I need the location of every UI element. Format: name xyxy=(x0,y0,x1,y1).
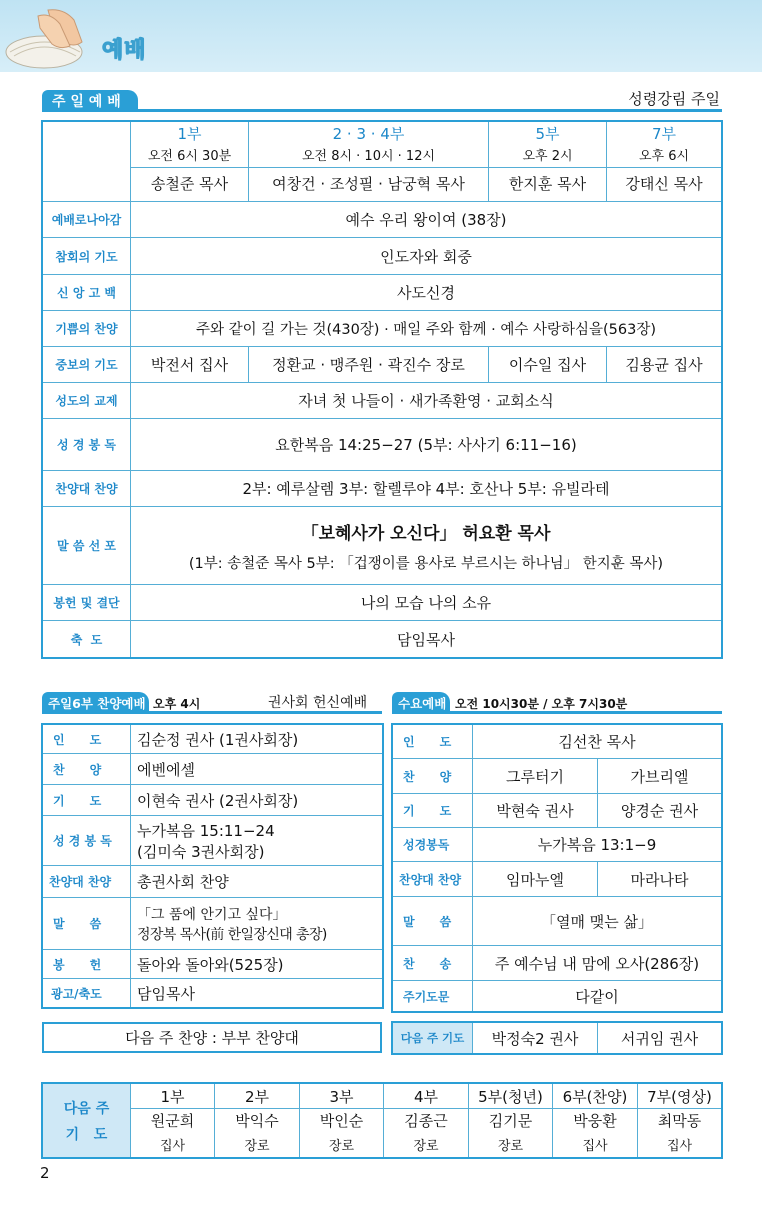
table-row xyxy=(43,585,722,621)
table-row xyxy=(43,621,722,658)
row-value: 다같이 xyxy=(473,981,722,1012)
row-value: 사도신경 xyxy=(131,275,722,311)
service-name: 2 · 3 · 4부 xyxy=(332,125,405,143)
header-banner xyxy=(0,0,762,72)
row-value-line: 누가복음 15:11−24 xyxy=(137,821,275,840)
section-divider xyxy=(42,711,382,714)
service-name: 5부 xyxy=(535,125,560,143)
row-value: 박현숙 권사 xyxy=(473,794,598,828)
row-value xyxy=(131,816,383,866)
next-week-prayer-table xyxy=(42,1083,722,1158)
name-cell: 박인순 xyxy=(300,1109,384,1133)
row-label: 기 도 xyxy=(393,794,473,828)
service-5 xyxy=(489,122,607,202)
table-row xyxy=(43,238,722,275)
row-value: 박정숙2 권사 xyxy=(473,1023,598,1054)
row-label: 주기도문 xyxy=(393,981,473,1012)
table-row xyxy=(393,725,722,759)
row-label: 기쁨의 찬양 xyxy=(43,311,131,347)
row-value-line: 「그 품에 안기고 싶다」 xyxy=(137,906,287,923)
table-row xyxy=(43,816,383,866)
table-row xyxy=(43,1084,722,1109)
service-leader: 여창건 · 조성필 · 남궁혁 목사 xyxy=(272,175,465,193)
service-time: 오전 8시 · 10시 · 12시 xyxy=(249,146,488,168)
svc-cell: 4부 xyxy=(384,1084,469,1109)
sunday-service-table xyxy=(42,121,722,658)
row-label: 기 도 xyxy=(43,785,131,816)
row-value: 그루터기 xyxy=(473,759,598,794)
next-prayer-label: 다음 주 기도 xyxy=(393,1023,473,1054)
service-name: 1부 xyxy=(177,125,202,143)
name-cell: 원군희 xyxy=(131,1109,215,1133)
section-divider xyxy=(42,109,722,112)
row-value: 양경순 권사 xyxy=(598,794,722,828)
row-value: 이수일 집사 xyxy=(489,347,607,383)
row-label: 찬양대 찬양 xyxy=(393,862,473,897)
role-cell: 장로 xyxy=(469,1133,553,1158)
role-cell: 집사 xyxy=(131,1133,215,1158)
row-value: 김순정 권사 (1권사회장) xyxy=(131,725,383,754)
table-row xyxy=(393,828,722,862)
svc-cell: 5부(청년) xyxy=(469,1084,553,1109)
row-label: 성 경 봉 독 xyxy=(43,816,131,866)
row-label: 인 도 xyxy=(393,725,473,759)
table-row xyxy=(43,979,383,1008)
row-value-line: 정장복 목사(前 한일장신대 총장) xyxy=(137,926,327,943)
next-prayer-table xyxy=(392,1022,722,1054)
name-cell: 김종근 xyxy=(384,1109,469,1133)
row-value: 담임목사 xyxy=(131,979,383,1008)
row-value: 예수 우리 왕이여 (38장) xyxy=(131,202,722,238)
row-value: 가브리엘 xyxy=(598,759,722,794)
row-label: 찬양대 찬양 xyxy=(43,471,131,507)
table-row xyxy=(43,507,722,585)
sermon-sub: (1부: 송철준 목사 5부: 「겁쟁이를 용사로 부르시는 하나님」 한지훈 목사) xyxy=(188,555,664,572)
sixth-service-tab xyxy=(42,692,149,713)
table-row xyxy=(393,1023,722,1054)
row-value: 이현숙 권사 (2권사회장) xyxy=(131,785,383,816)
row-label xyxy=(43,621,131,658)
row-label: 성경봉독 xyxy=(393,828,473,862)
row-label: 말 씀 선 포 xyxy=(43,507,131,585)
row-value: 나의 모습 나의 소유 xyxy=(131,585,722,621)
praying-hands-bible-icon xyxy=(4,2,96,70)
table-row xyxy=(43,754,383,785)
empty-cell xyxy=(43,122,131,202)
sixth-service-table xyxy=(42,724,383,1008)
row-value: 인도자와 회중 xyxy=(131,238,722,275)
row-value: 에벤에셀 xyxy=(131,754,383,785)
name-cell: 박익수 xyxy=(215,1109,300,1133)
sunday-service-tab xyxy=(42,90,138,111)
table-row xyxy=(43,347,722,383)
row-label: 찬양대 찬양 xyxy=(43,866,131,898)
sixth-time: 오후 4시 xyxy=(153,697,201,711)
role-cell: 장로 xyxy=(215,1133,300,1158)
bless-label: 축 도 xyxy=(70,632,103,647)
row-value: 임마누엘 xyxy=(473,862,598,897)
row-value: 주와 같이 길 가는 것(430장) · 매일 주와 함께 · 예수 사랑하심을(563장) xyxy=(131,311,722,347)
next-week-label-line: 다음 주 xyxy=(63,1100,110,1117)
service-7 xyxy=(607,122,722,202)
wednesday-time: 오전 10시30분 / 오후 7시30분 xyxy=(455,697,628,711)
table-row xyxy=(43,275,722,311)
svc-cell: 6부(찬양) xyxy=(553,1084,638,1109)
table-row xyxy=(43,1109,722,1133)
name-cell: 최막동 xyxy=(638,1109,722,1133)
row-value xyxy=(131,898,383,950)
role-cell: 장로 xyxy=(300,1133,384,1158)
service-leader: 한지훈 목사 xyxy=(508,175,587,193)
row-value: 서귀임 권사 xyxy=(598,1023,722,1054)
section-divider xyxy=(392,711,722,714)
row-label: 찬 양 xyxy=(43,754,131,785)
role-cell: 장로 xyxy=(384,1133,469,1158)
table-row xyxy=(43,471,722,507)
name-cell: 김기문 xyxy=(469,1109,553,1133)
row-label: 찬 양 xyxy=(393,759,473,794)
page-number: 2 xyxy=(40,1164,50,1182)
table-row xyxy=(43,866,383,898)
row-value: 돌아와 돌아와(525장) xyxy=(131,950,383,979)
sermon-title: 「보혜사가 오신다」 허요환 목사 xyxy=(301,523,551,544)
table-row xyxy=(393,862,722,897)
sixth-service-tab-label: 주일6부 찬양예배 xyxy=(48,695,146,711)
sixth-subtitle: 권사회 헌신예배 xyxy=(268,695,368,711)
sunday-service-tab-label: 주 일 예 배 xyxy=(52,93,121,110)
sunday-subtitle: 성령강림 주일 xyxy=(628,90,720,108)
row-label: 말 씀 xyxy=(393,897,473,946)
row-label: 중보의 기도 xyxy=(43,347,131,383)
table-row xyxy=(43,785,383,816)
svc-cell: 7부(영상) xyxy=(638,1084,722,1109)
row-label: 신 앙 고 백 xyxy=(43,275,131,311)
row-label: 참회의 기도 xyxy=(43,238,131,275)
table-row xyxy=(43,725,383,754)
row-label: 예배로나아감 xyxy=(43,202,131,238)
row-label: 봉 헌 xyxy=(43,950,131,979)
row-label: 말 씀 xyxy=(43,898,131,950)
row-label: 인 도 xyxy=(43,725,131,754)
row-value: 박전서 집사 xyxy=(131,347,249,383)
row-value: 누가복음 13:1−9 xyxy=(473,828,722,862)
row-value: 자녀 첫 나들이 · 새가족환영 · 교회소식 xyxy=(131,383,722,419)
service-leader: 송철준 목사 xyxy=(150,175,229,193)
row-label: 찬 송 xyxy=(393,946,473,981)
service-time: 오전 6시 30분 xyxy=(131,146,248,168)
row-label: 봉헌 및 결단 xyxy=(43,585,131,621)
service-2-3-4 xyxy=(249,122,489,202)
page-title: 예배 xyxy=(102,38,147,63)
svc-cell: 2부 xyxy=(215,1084,300,1109)
row-value: 담임목사 xyxy=(131,621,722,658)
wednesday-service-tab-label: 수요예배 xyxy=(398,695,447,711)
table-row xyxy=(43,383,722,419)
table-row xyxy=(393,897,722,946)
row-value: 김용균 집사 xyxy=(607,347,722,383)
wednesday-service-tab xyxy=(392,692,450,713)
table-row xyxy=(43,122,722,202)
row-value: 「열매 맺는 삶」 xyxy=(473,897,722,946)
row-value: 정환교 · 맹주원 · 곽진수 장로 xyxy=(249,347,489,383)
row-label: 성도의 교제 xyxy=(43,383,131,419)
table-row xyxy=(43,1133,722,1158)
service-name: 7부 xyxy=(651,125,677,143)
table-row xyxy=(43,202,722,238)
svc-cell: 3부 xyxy=(300,1084,384,1109)
table-row xyxy=(43,950,383,979)
row-value: 김선찬 목사 xyxy=(473,725,722,759)
table-row xyxy=(393,981,722,1012)
row-value: 총권사회 찬양 xyxy=(131,866,383,898)
role-cell: 집사 xyxy=(553,1133,638,1158)
row-value-line: (김미숙 3권사회장) xyxy=(137,842,265,861)
row-label: 광고/축도 xyxy=(43,979,131,1008)
svc-cell: 1부 xyxy=(131,1084,215,1109)
name-cell: 박웅환 xyxy=(553,1109,638,1133)
table-row xyxy=(393,946,722,981)
wednesday-service-table xyxy=(392,724,722,1012)
row-value: 마라나타 xyxy=(598,862,722,897)
service-time: 오후 6시 xyxy=(607,146,721,168)
next-praise-text: 다음 주 찬양 : 부부 찬양대 xyxy=(125,1029,299,1047)
table-row xyxy=(393,794,722,828)
row-value: 2부: 예루살렘 3부: 할렐루야 4부: 호산나 5부: 유빌라테 xyxy=(131,471,722,507)
next-week-label-line: 기 도 xyxy=(65,1126,108,1143)
service-time: 오후 2시 xyxy=(489,146,606,168)
table-row xyxy=(43,419,722,471)
row-value: 주 예수님 내 맘에 오사(286장) xyxy=(473,946,722,981)
role-cell: 집사 xyxy=(638,1133,722,1158)
table-row xyxy=(43,311,722,347)
next-praise-box xyxy=(42,1022,382,1053)
row-label: 성 경 봉 독 xyxy=(43,419,131,471)
next-week-label xyxy=(43,1084,131,1158)
row-value: 요한복음 14:25−27 (5부: 사사기 6:11−16) xyxy=(131,419,722,471)
table-row xyxy=(393,759,722,794)
table-row xyxy=(43,898,383,950)
service-1 xyxy=(131,122,249,202)
sermon-cell xyxy=(131,507,722,585)
service-leader: 강태신 목사 xyxy=(625,175,703,193)
